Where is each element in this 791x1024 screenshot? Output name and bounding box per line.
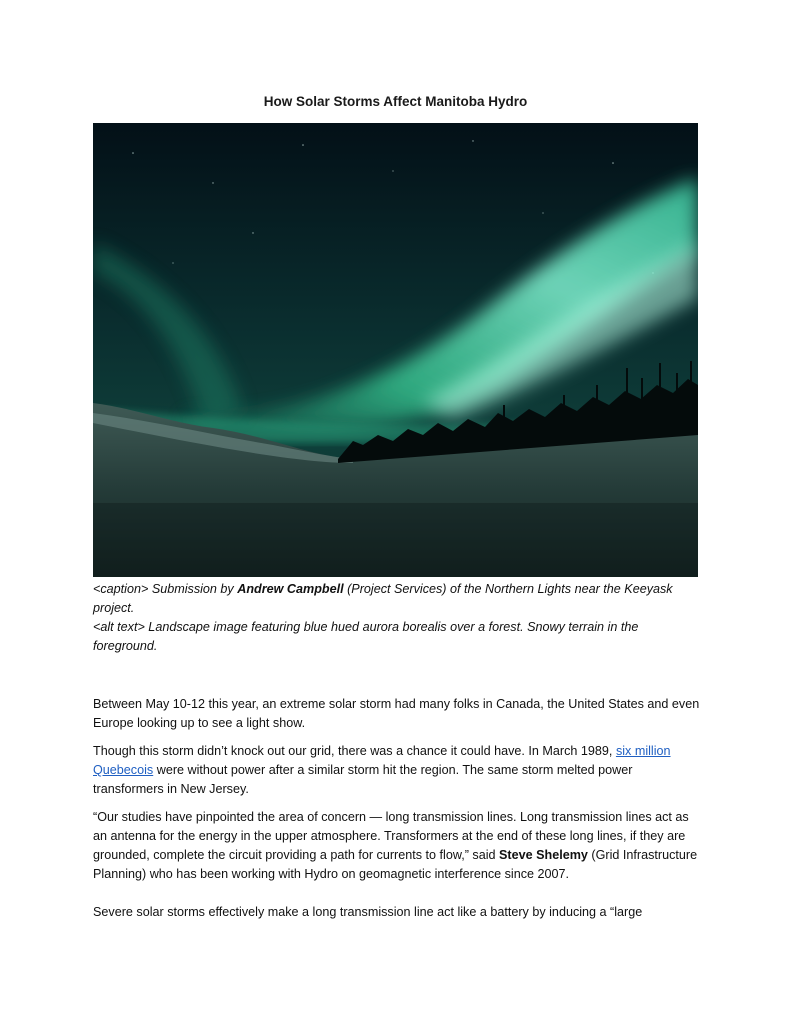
caption-line [93,580,693,618]
alt-tag: <alt text> [93,620,145,634]
paragraph-2 [93,742,703,799]
image-caption [93,580,693,656]
caption-pre: Submission by [148,582,238,596]
steve-shelemy-name: Steve Shelemy [499,848,588,862]
paragraph-3-pre: “Our studies have pinpointed the area of concern — long transmission lines. Long transmission lines act as an antenna for the energy in the upper atmosphere. Transformers at the end of these long lines, if they are grounded, complete the circuit providing a path for currents to flow,” said [93,810,689,862]
paragraph-3-text [93,808,703,884]
alt-text: Landscape image featuring blue hued aurora borealis over a forest. Snowy terrain in the foreground. [93,620,639,653]
caption-post: (Project Services) of the Northern Lights near the Keeyask project. [93,582,673,615]
paragraph-1 [93,695,703,733]
six-million-quebecois-link[interactable]: six million Quebecois [93,744,671,777]
caption-author: Andrew Campbell [237,582,344,596]
aurora-photo [93,123,698,577]
paragraph-3-post: (Grid Infrastructure Planning) who has been working with Hydro on geomagnetic interference since 2007. [93,848,698,881]
page-title: How Solar Storms Affect Manitoba Hydro [263,94,528,109]
caption-tag: <caption> [93,582,149,596]
alt-text-line [93,618,693,656]
paragraph-2-post: were without power after a similar storm hit the region. The same storm melted power transformers in New Jersey. [93,763,633,796]
paragraph-2-text [93,742,703,799]
paragraph-3 [93,808,703,884]
paragraph-1-text: Between May 10-12 this year, an extreme solar storm had many folks in Canada, the United States and even Europe looking up to see a light show. [93,697,700,730]
paragraph-2-pre: Though this storm didn’t knock out our grid, there was a chance it could have. In March 1989, [93,744,616,758]
paragraph-4 [93,903,703,922]
paragraph-4-text: Severe solar storms effectively make a long transmission line act like a battery by inducing a “large [93,905,643,919]
